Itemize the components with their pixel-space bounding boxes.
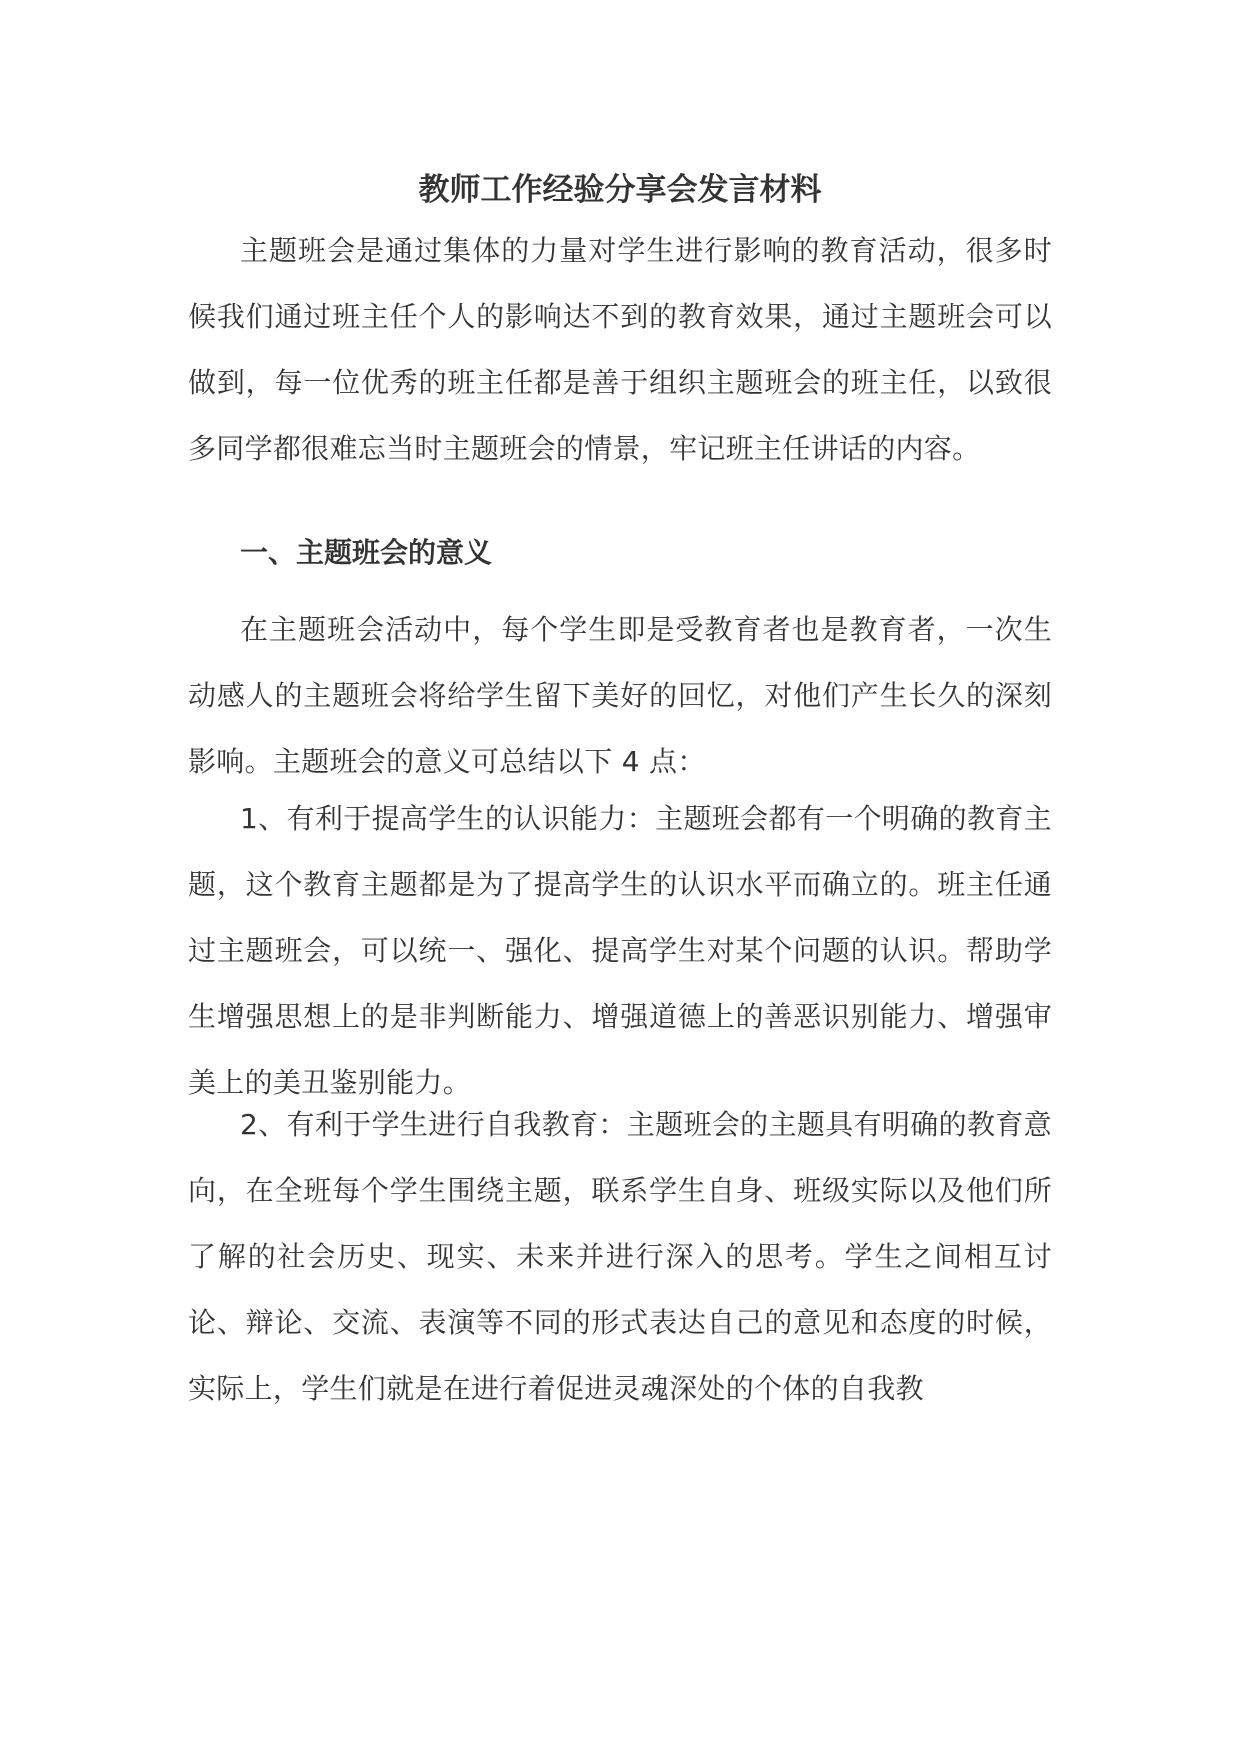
point1-block [188,786,1052,1116]
intro-paragraph: 主题班会是通过集体的力量对学生进行影响的教育活动，很多时候我们通过班主任个人的影响达不到的教育效果，通过主题班会可以做到，每一位优秀的班主任都是善于组织主题班会的班主任，以致很多同学都很难忘当时主题班会的情景，牢记班主任讲话的内容。 [188,234,1052,465]
intro-block [188,218,1052,482]
document-title: 教师工作经验分享会发言材料 [418,172,822,208]
section1-block [188,597,1052,795]
section1-paragraph: 在主题班会活动中，每个学生即是受教育者也是教育者，一次生动感人的主题班会将给学生留下美好的回忆，对他们产生长久的深刻影响。主题班会的意义可总结以下 4 点： [188,613,1052,778]
section1-heading: 一、主题班会的意义 [240,536,493,569]
section1-heading-block [188,520,1052,586]
point1-paragraph: 1、有利于提高学生的认识能力：主题班会都有一个明确的教育主题，这个教育主题都是为了提高学生的认识水平而确立的。班主任通过主题班会，可以统一、强化、提高学生对某个问题的认识。帮助学生增强思想上的是非判断能力、增强道德上的善恶识别能力、增强审美上的美丑鉴别能力。 [188,802,1052,1099]
point2-paragraph: 2、有利于学生进行自我教育：主题班会的主题具有明确的教育意向，在全班每个学生围绕主题，联系学生自身、班级实际以及他们所了解的社会历史、现实、未来并进行深入的思考。学生之间相互讨论、辩论、交流、表演等不同的形式表达自己的意见和态度的时候，实际上，学生们就是在进行着促进灵魂深处的个体的自我教 [188,1108,1052,1405]
point2-block [188,1092,1052,1422]
